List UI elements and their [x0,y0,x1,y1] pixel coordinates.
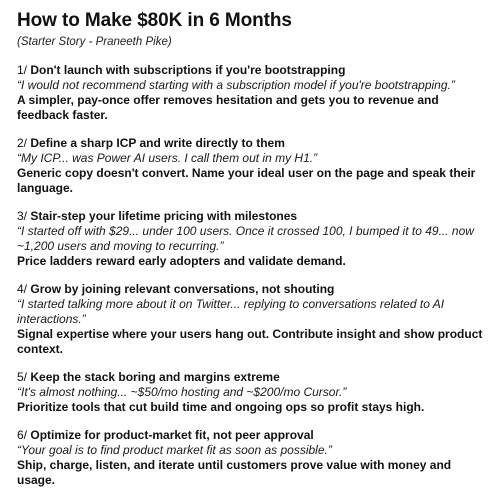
tip-takeaway: Generic copy doesn't convert. Name your ideal user on the page and speak their language. [17,166,476,195]
tip-heading [17,136,486,151]
tip-6 [17,428,486,488]
tip-quote: “I would not recommend starting with a subscription model if you're bootstrapping.” [17,78,455,92]
tip-number: 1/ [17,63,28,77]
tip-5 [17,370,486,415]
tip-title: Define a sharp ICP and write directly to them [30,136,285,150]
page-title: How to Make $80K in 6 Months [17,10,292,31]
tip-title: Stair-step your lifetime pricing with milestones [30,209,298,223]
page-subtitle: (Starter Story - Praneeth Pike) [17,36,172,48]
tip-number: 2/ [17,136,28,150]
tip-title: Don't launch with subscriptions if you're bootstrapping [30,63,346,77]
tip-number: 4/ [17,282,28,296]
tip-takeaway: Ship, charge, listen, and iterate until customers prove value with money and usage. [17,458,452,487]
tip-title: Optimize for product-market fit, not peer approval [30,428,314,442]
tip-number: 6/ [17,428,28,442]
tip-quote: “It's almost nothing... ~$50/mo hosting and ~$200/mo Cursor.” [17,385,347,399]
tip-quote: “Your goal is to find product market fit as soon as possible.” [17,443,332,457]
tip-title: Keep the stack boring and margins extreme [30,370,280,384]
tip-heading [17,370,486,385]
tip-number: 3/ [17,209,28,223]
tip-takeaway: Price ladders reward early adopters and validate demand. [17,254,346,268]
tips-list [17,63,486,488]
tip-heading [17,63,486,78]
tip-1 [17,63,486,123]
tip-takeaway: Prioritize tools that cut build time and ongoing ops so profit stays high. [17,400,425,414]
tip-takeaway: Signal expertise where your users hang out. Contribute insight and show product context. [17,327,483,356]
tip-quote: “I started talking more about it on Twitter... replying to conversations related to AI interactions.” [17,297,445,326]
tip-takeaway: A simpler, pay-once offer removes hesitation and gets you to revenue and feedback faster. [17,93,439,122]
tip-quote: “My ICP... was Power AI users. I call them out in my H1.” [17,151,318,165]
tip-2 [17,136,486,196]
tip-title: Grow by joining relevant conversations, not shouting [30,282,335,296]
tip-4 [17,282,486,357]
tip-heading [17,282,486,297]
tip-heading [17,209,486,224]
tip-3 [17,209,486,269]
tip-heading [17,428,486,443]
tip-quote: “I started off with $29... under 100 users. Once it crossed 100, I bumped it to 49... now ~1,200 users and moving to recurring.” [17,224,474,253]
tip-number: 5/ [17,370,28,384]
